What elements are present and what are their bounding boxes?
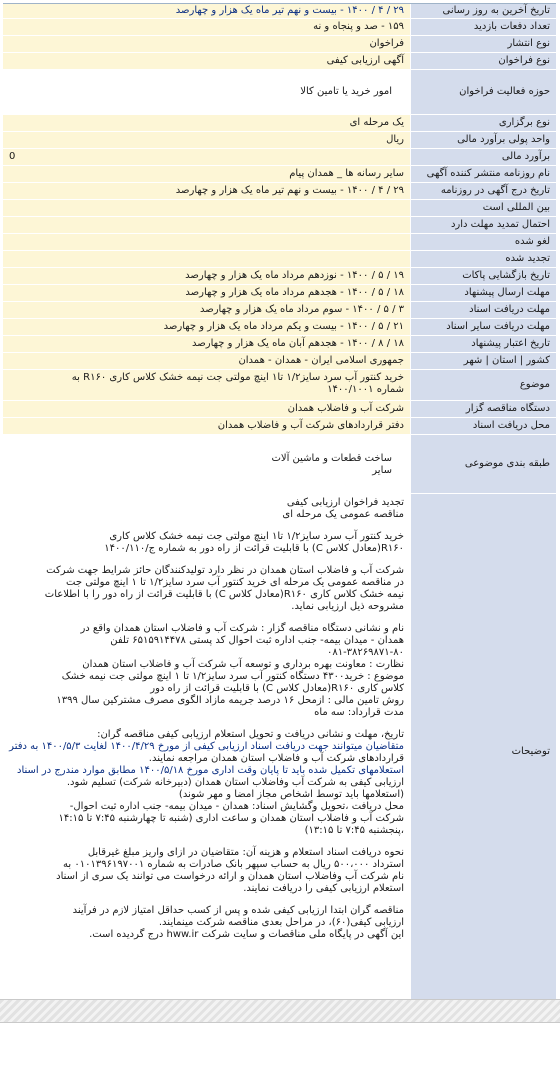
row-ad-date — [3, 183, 556, 200]
label-call-type: نوع فراخوان — [411, 53, 556, 69]
value-visits: ۱۵۹ - صد و پنجاه و نه — [3, 19, 411, 35]
desc-line: خرید کنتور آب سرد سایز۱/۲ تا۱ اینچ مولتی جت نیمه خشک کلاس کاری — [109, 531, 404, 542]
value-publisher: سایر رسانه ها _ همدان پیام — [3, 166, 411, 182]
label-organizer: دستگاه مناقصه گزار — [411, 401, 556, 417]
label-cancelled: لغو شده — [411, 234, 556, 250]
category-line-2: سایر — [372, 465, 392, 476]
label-categories: طبقه بندی موضوعی — [411, 435, 556, 493]
desc-line: ارزیابی کیفی(۶۰)، در مراحل بعدی مناقصه شرکت مینمایند. — [158, 917, 404, 928]
label-other-doc-deadline: مهلت دریافت سایر اسناد — [411, 319, 556, 335]
desc-line: کلاس کاری R۱۶۰(معادل کلاس C) با قابلیت قرائت از راه دور — [150, 683, 404, 694]
description-para-5 — [9, 729, 404, 837]
desc-line: شرکت آب و فاضلاب استان همدان و ساعت اداری (شنبه تا چهارشنبه ۷:۴۵ تا ۱۴:۱۵ — [58, 813, 404, 824]
label-ad-date: تاریخ درج آگهی در روزنامه — [411, 183, 556, 199]
value-opening-date: ۱۹ / ۵ / ۱۴۰۰ - نوزدهم مرداد ماه یک هزار و چهارصد — [3, 268, 411, 284]
row-location — [3, 353, 556, 370]
row-description — [3, 494, 556, 1010]
footer-strip — [0, 999, 560, 1023]
label-renewed: تجدید شده — [411, 251, 556, 267]
desc-line: مدت قرارداد: سه ماه — [314, 707, 404, 718]
desc-line: روش تامین مالی : ازمحل ۱۶ درصد جریمه مازاد الگوی مصرف مشترکین سال ۱۳۹۹ — [56, 695, 404, 706]
desc-line: (استعلامها باید توسط اشخاص مجاز امضا و مهر شوند) — [178, 789, 404, 800]
label-delivery-place: محل دریافت اسناد — [411, 418, 556, 434]
label-subject: موضوع — [411, 370, 556, 400]
label-extension: احتمال تمدید مهلت دارد — [411, 217, 556, 233]
row-extension — [3, 217, 556, 234]
value-location: جمهوری اسلامی ایران - همدان - همدان — [3, 353, 411, 369]
desc-line: تاریخ، مهلت و نشانی دریافت و تحویل استعلام ارزیابی کیفی مناقصه گران: — [97, 729, 404, 740]
value-delivery-place: دفتر قراردادهای شرکت آب و فاضلاب همدان — [3, 418, 411, 434]
value-doc-deadline: ۳ / ۵ / ۱۴۰۰ - سوم مرداد ماه یک هزار و چهارصد — [3, 302, 411, 318]
desc-line: محل دریافت ،تحویل وگشایش اسناد: همدان - میدان بیمه- جنب اداره ثبت احوال- — [69, 801, 404, 812]
description-body — [3, 494, 411, 1009]
row-validity-date — [3, 336, 556, 353]
description-para-2 — [9, 531, 404, 555]
desc-line: تجدید فراخوان ارزیابی کیفی — [286, 497, 404, 508]
row-call-type — [3, 53, 556, 70]
desc-line: در مناقصه عمومی یک مرحله ای خرید کنتور آب سرد سایز۱/۲ تا ۱ اینچ مولتی جت — [66, 577, 404, 588]
value-cancelled — [3, 234, 411, 250]
value-renewed — [3, 251, 411, 267]
row-publisher — [3, 166, 556, 183]
value-proposal-deadline: ۱۸ / ۵ / ۱۴۰۰ - هجدهم مرداد ماه یک هزار و چهارصد — [3, 285, 411, 301]
desc-line: متقاضیان میتوانند جهت دریافت اسناد ارزیابی کیفی از مورخ ۱۴۰۰/۴/۲۹ لغایت ۱۴۰۰/۵/۳ به دفتر — [9, 741, 404, 752]
value-other-doc-deadline: ۲۱ / ۵ / ۱۴۰۰ - بیست و یکم مرداد ماه یک هزار و چهارصد — [3, 319, 411, 335]
label-currency: واحد پولی برآورد مالی — [411, 132, 556, 148]
label-doc-deadline: مهلت دریافت اسناد — [411, 302, 556, 318]
label-international: بین المللی است — [411, 200, 556, 216]
value-subject — [3, 370, 411, 400]
desc-line: شرکت آب و فاضلاب استان همدان در نظر دارد تولیدکنندگان حائز شرایط جهت شرکت — [46, 565, 404, 576]
value-activity-area: امور خرید یا تامین کالا — [3, 70, 411, 114]
row-cancelled — [3, 234, 556, 251]
desc-line: موضوع : خرید۴۳۰۰ دستگاه کنتور آب سرد سایز۱/۲ تا ۱ اینچ مولتی جت نیمه خشک — [61, 671, 404, 682]
label-visits: تعداد دفعات بازدید — [411, 19, 556, 35]
desc-line: نحوه دریافت اسناد استعلام و هزینه آن: متقاضیان در ازای واریز مبلغ غیرقابل — [87, 847, 404, 858]
description-para-6 — [9, 847, 404, 895]
desc-line: ،پنجشنبه ۷:۴۵ تا ۱۳:۱۵) — [304, 825, 404, 836]
row-publish-type — [3, 36, 556, 53]
desc-line: ارزیابی کیفی به شرکت آب وفاضلاب استان همدان (دبیرخانه شرکت) تسلیم شود. — [66, 777, 404, 788]
tender-details-table — [3, 3, 556, 1010]
value-extension — [3, 217, 411, 233]
label-description: توضیحات — [411, 494, 556, 1009]
desc-line: نام و نشانی دستگاه مناقصه گزار : شرکت آب و فاضلاب استان همدان واقع در — [80, 623, 404, 634]
description-para-7 — [9, 905, 404, 941]
row-currency — [3, 132, 556, 149]
label-publisher: نام روزنامه منتشر کننده آگهی — [411, 166, 556, 182]
label-estimate: برآورد مالی — [411, 149, 556, 165]
value-publish-type: فراخوان — [3, 36, 411, 52]
value-holding-type: یک مرحله ای — [3, 115, 411, 131]
value-ad-date: ۲۹ / ۴ / ۱۴۰۰ - بیست و نهم تیر ماه یک هزار و چهارصد — [3, 183, 411, 199]
desc-line: نیمه خشک کلاس کاری R۱۶۰(معادل کلاس C) با قابلیت قرائت از راه دور را با اطلاعات — [44, 589, 404, 600]
desc-line: ۰۸۱-۳۸۲۶۹۸۷۱-۸۰ — [326, 647, 404, 658]
row-renewed — [3, 251, 556, 268]
label-validity-date: تاریخ اعتبار پیشنهاد — [411, 336, 556, 352]
label-proposal-deadline: مهلت ارسال پیشنهاد — [411, 285, 556, 301]
row-holding-type — [3, 115, 556, 132]
row-subject — [3, 370, 556, 401]
value-last-update: ۲۹ / ۴ / ۱۴۰۰ - بیست و نهم تیر ماه یک هزار و چهارصد — [3, 4, 411, 18]
row-delivery-place — [3, 418, 556, 435]
row-opening-date — [3, 268, 556, 285]
subject-line-1: خرید کنتور آب سرد سایز۱/۲ تا۱ اینچ مولتی جت نیمه خشک کلاس کاری R۱۶۰ به — [71, 372, 404, 383]
desc-line: R۱۶۰(معادل کلاس C) با قابلیت قرائت از راه دور به شماره ج/۱۴۰۰/۱۱۰ — [104, 543, 404, 554]
label-holding-type: نوع برگزاری — [411, 115, 556, 131]
row-proposal-deadline — [3, 285, 556, 302]
row-last-update — [3, 4, 556, 19]
value-international — [3, 200, 411, 216]
desc-line: نام شرکت آب وفاضلاب استان همدان و ارائه درخواست می توانند یک سری از اسناد — [56, 871, 404, 882]
desc-line: استعلام ارزیابی کیفی را دریافت نمایند. — [243, 883, 404, 894]
desc-line: استعلامهای تکمیل شده باید تا پایان وقت اداری مورخ ۱۴۰۰/۵/۱۸ مطابق موارد مندرج در اسناد — [17, 765, 404, 776]
desc-line: مشروحه ذیل ارزیابی نماید. — [291, 601, 404, 612]
desc-line: همدان - میدان بیمه- جنب اداره ثبت احوال کد پستی ۶۵۱۵۹۱۴۴۷۸ تلفن — [110, 635, 404, 646]
desc-line: مناقصه عمومی یک مرحله ای — [282, 509, 404, 520]
row-doc-deadline — [3, 302, 556, 319]
desc-line: استرداد ۵۰۰،۰۰۰ ریال به حساب سپهر بانک صادرات به شماره ۰۱۰۱۳۹۶۱۹۷۰۰۱ به — [63, 859, 404, 870]
value-organizer: شرکت آب و فاضلاب همدان — [3, 401, 411, 417]
description-para-3 — [9, 565, 404, 613]
description-para-4 — [9, 623, 404, 719]
desc-line: این آگهی در پایگاه ملی مناقصات و سایت شرکت hww.ir درج گردیده است. — [89, 929, 404, 940]
label-opening-date: تاریخ بازگشایی پاکات — [411, 268, 556, 284]
row-categories — [3, 435, 556, 494]
desc-line: نظارت : معاونت بهره برداری و توسعه آب شرکت آب و فاضلاب استان همدان — [82, 659, 404, 670]
desc-line: قراردادهای شرکت آب و فاضلاب استان همدان مراجعه نمایند. — [148, 753, 404, 764]
value-estimate: 0 — [3, 149, 411, 165]
label-location: کشور | استان | شهر — [411, 353, 556, 369]
value-validity-date: ۱۸ / ۸ / ۱۴۰۰ - هجدهم آبان ماه یک هزار و چهارصد — [3, 336, 411, 352]
row-estimate — [3, 149, 556, 166]
row-international — [3, 200, 556, 217]
value-currency: ریال — [3, 132, 411, 148]
description-para-1 — [9, 497, 404, 521]
subject-line-2: شماره ۱۴۰۰/۱۰۰۱ — [327, 384, 404, 395]
value-call-type: آگهی ارزیابی کیفی — [3, 53, 411, 69]
row-activity-area — [3, 70, 556, 115]
value-categories — [3, 435, 411, 493]
label-publish-type: نوع انتشار — [411, 36, 556, 52]
row-organizer — [3, 401, 556, 418]
row-other-doc-deadline — [3, 319, 556, 336]
label-activity-area: حوزه فعالیت فراخوان — [411, 70, 556, 114]
label-last-update: تاریخ آخرین به روز رسانی — [411, 4, 556, 18]
row-visits — [3, 19, 556, 36]
desc-line: مناقصه گران ابتدا ارزیابی کیفی شده و پس از کسب حداقل امتیاز لازم در فرآیند — [72, 905, 404, 916]
category-line-1: ساخت قطعات و ماشین آلات — [271, 453, 392, 464]
